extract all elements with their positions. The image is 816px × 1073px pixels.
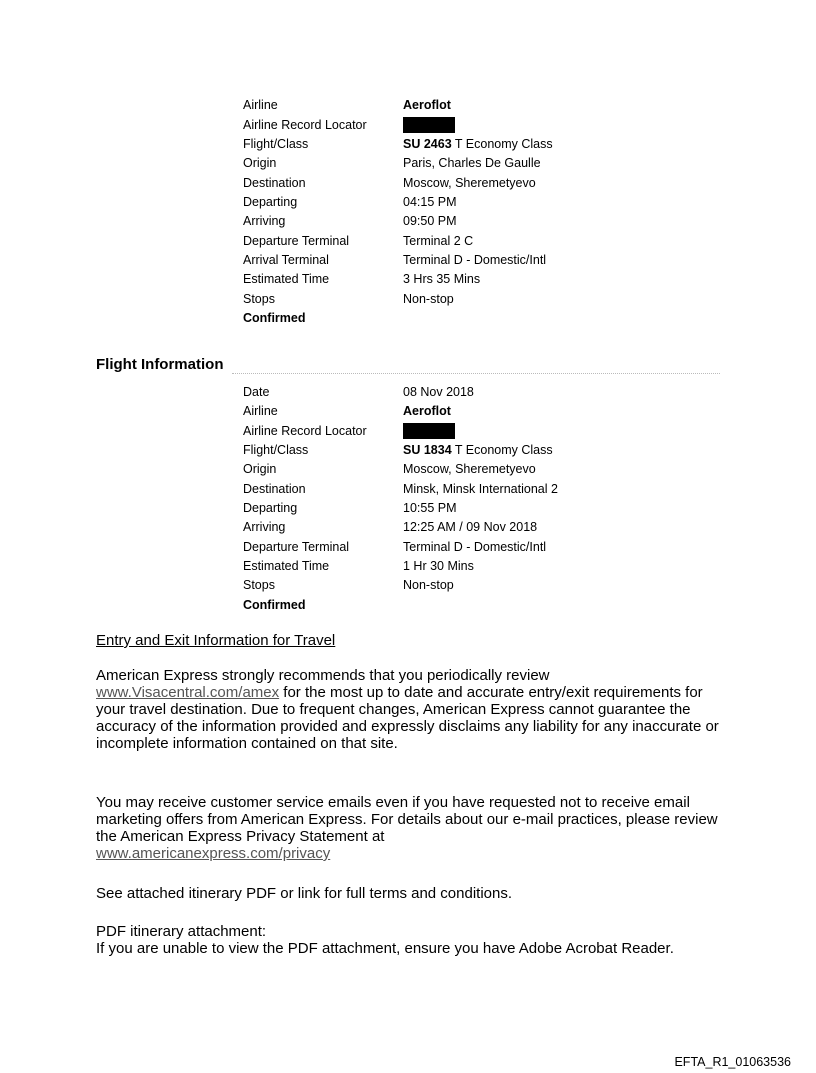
entry-text-start: American Express strongly recommends that you periodically review [96, 667, 550, 684]
airline-value: Aeroflot [403, 98, 451, 112]
departing-value: 04:15 PM [403, 195, 457, 209]
pdf-paragraph [96, 923, 756, 957]
label: Arriving [243, 214, 286, 228]
privacy-link[interactable]: www.americanexpress.com/privacy [96, 845, 331, 862]
document-id: EFTA_R1_01063536 [674, 1055, 791, 1069]
label: Estimated Time [243, 272, 330, 286]
section-title: Flight Information [96, 356, 224, 373]
label: Estimated Time [243, 559, 330, 573]
arriving-value: 12:25 AM / 09 Nov 2018 [403, 520, 538, 534]
dep-terminal-value: Terminal D - Domestic/Intl [403, 540, 547, 554]
visacentral-link[interactable]: www.Visacentral.com/amex [96, 684, 280, 701]
label: Departing [243, 501, 298, 515]
arriving-value: 09:50 PM [403, 214, 457, 228]
f2-status: Confirmed [243, 598, 306, 612]
label: Date [243, 385, 270, 399]
flight-number: SU 2463 [403, 137, 452, 151]
arr-terminal-value: Terminal D - Domestic/Intl [403, 253, 547, 267]
label: Departure Terminal [243, 234, 350, 248]
label: Airline [243, 98, 278, 112]
label: Arrival Terminal [243, 253, 329, 267]
label: Destination [243, 176, 306, 190]
class-value [403, 137, 553, 152]
entry-heading: Entry and Exit Information for Travel [96, 632, 336, 649]
est-time-value: 3 Hrs 35 Mins [403, 272, 481, 286]
label: Airline [243, 404, 278, 418]
label: Destination [243, 482, 306, 496]
terms-text: See attached itinerary PDF or link for full terms and conditions. [96, 885, 513, 902]
label: Airline Record Locator [243, 118, 367, 132]
destination-value: Minsk, Minsk International 2 [403, 482, 558, 496]
flight-number: SU 1834 [403, 443, 452, 457]
privacy-text: You may receive customer service emails even if you have requested not to receive email marketing offers from American Express. For details about our e-mail practices, please review the American Express Privacy Statement at [96, 794, 718, 845]
privacy-paragraph [96, 794, 721, 862]
label: Stops [243, 292, 275, 306]
label: Origin [243, 156, 277, 170]
class-value [403, 443, 553, 458]
class-text: T Economy Class [454, 137, 553, 151]
departing-value: 10:55 PM [403, 501, 457, 515]
origin-value: Moscow, Sheremetyevo [403, 462, 536, 476]
date-value: 08 Nov 2018 [403, 385, 474, 399]
airline-value: Aeroflot [403, 404, 451, 418]
label: Airline Record Locator [243, 424, 367, 438]
label: Departure Terminal [243, 540, 350, 554]
label: Flight/Class [243, 443, 309, 457]
class-text: T Economy Class [454, 443, 553, 457]
label: Flight/Class [243, 137, 309, 151]
redacted-box [403, 118, 455, 133]
entry-paragraph [96, 667, 736, 752]
stops-value: Non-stop [403, 292, 454, 306]
label: Stops [243, 578, 275, 592]
label: Arriving [243, 520, 286, 534]
destination-value: Moscow, Sheremetyevo [403, 176, 536, 190]
est-time-value: 1 Hr 30 Mins [403, 559, 474, 573]
label: Departing [243, 195, 298, 209]
pdf-line1: PDF itinerary attachment: [96, 923, 267, 940]
stops-value: Non-stop [403, 578, 454, 592]
label: Origin [243, 462, 277, 476]
section-divider [232, 373, 720, 374]
pdf-line2: If you are unable to view the PDF attachment, ensure you have Adobe Acrobat Reader. [96, 940, 674, 957]
entry-text-rest: for the most up to date and accurate entry/exit requirements for your travel destination. Due to frequent changes, American Express cannot guarantee the accuracy of the information provided and expressly disclaims any liability for any inaccurate or incomplete information contained on that site. [96, 684, 719, 752]
redacted-box [403, 424, 455, 439]
origin-value: Paris, Charles De Gaulle [403, 156, 541, 170]
f1-status: Confirmed [243, 311, 306, 325]
dep-terminal-value: Terminal 2 C [403, 234, 474, 248]
